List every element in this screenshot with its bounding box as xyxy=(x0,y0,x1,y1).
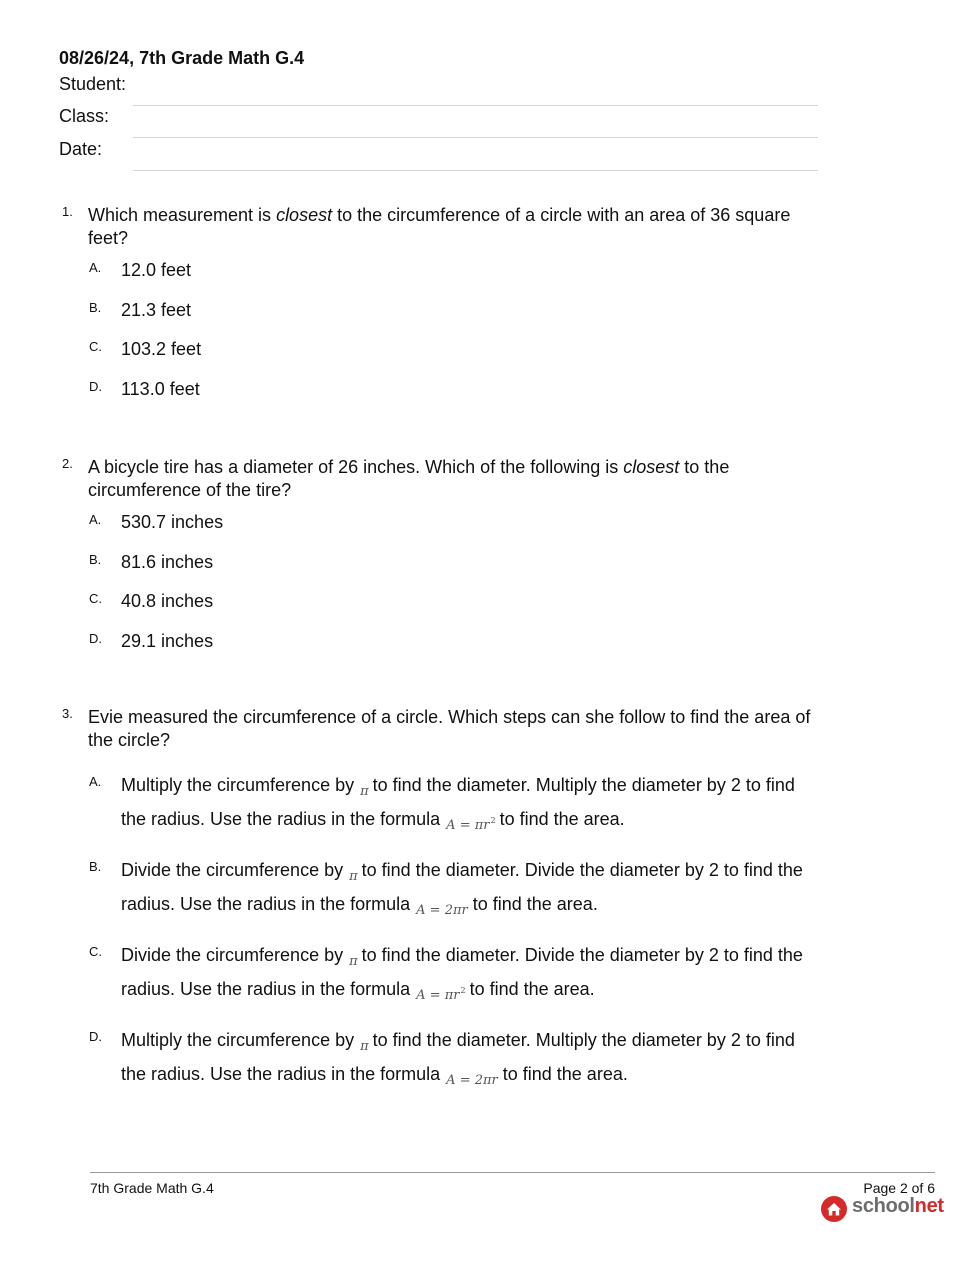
answer-choice xyxy=(89,378,820,401)
class-line xyxy=(133,137,818,138)
answer-choices xyxy=(89,511,820,653)
area-formula: A = 2πr xyxy=(446,1072,498,1088)
page-title: 08/26/24, 7th Grade Math G.4 xyxy=(59,48,305,68)
student-field xyxy=(59,74,818,106)
answer-choice xyxy=(89,338,820,361)
answer-choices xyxy=(89,772,820,1094)
student-label: Student: xyxy=(59,74,127,94)
choice-letter: C. xyxy=(89,339,102,354)
date-field xyxy=(59,139,818,171)
choice-letter: A. xyxy=(89,260,102,275)
choice-letter: B. xyxy=(89,859,102,874)
answer-choice: B. Divide the circumference by $_\pi$ to find the diameter. Divide the diameter by 2 to find the radius. Use the radius in the formula $_{A = 2\pi r}$ to find the area. xyxy=(89,857,820,924)
question-number: 3. xyxy=(62,706,73,721)
choice-letter: A. xyxy=(89,512,102,527)
question-3 xyxy=(60,706,820,1112)
question-2 xyxy=(60,456,820,669)
answer-choices xyxy=(89,259,820,401)
answer-choice xyxy=(89,630,820,653)
answer-choice: D. Multiply the circumference by $_\pi$ to find the diameter. Multiply the diameter by 2 to find the radius. Use the radius in the formula $_{A = 2\pi r}$ to find the area. xyxy=(89,1027,820,1094)
question-text: Evie measured the circumference of a circle. Which steps can she follow to find the area of the circle? xyxy=(88,707,811,750)
house-icon xyxy=(821,1196,847,1222)
class-field xyxy=(59,106,818,138)
choice-text: 21.3 feet xyxy=(121,299,192,320)
answer-choice xyxy=(89,259,820,282)
class-label: Class: xyxy=(59,106,110,126)
choice-letter: D. xyxy=(89,378,102,394)
pi-symbol: π xyxy=(349,869,358,884)
area-formula: A = 2πr xyxy=(416,902,468,918)
choice-letter: A. xyxy=(89,774,102,789)
choice-text: 40.8 inches xyxy=(121,591,214,611)
schoolnet-logo xyxy=(821,1195,944,1223)
choice-letter: B. xyxy=(89,299,102,315)
area-formula: A = πr2 xyxy=(416,985,466,1003)
choice-letter: C. xyxy=(89,591,102,606)
choice-text: 12.0 feet xyxy=(121,260,192,280)
choice-letter: D. xyxy=(89,630,102,646)
question-number: 2. xyxy=(62,456,73,471)
question-number: 1. xyxy=(62,204,73,219)
choice-letter: D. xyxy=(89,1029,102,1044)
date-line xyxy=(133,170,818,171)
area-formula: A = πr2 xyxy=(446,815,496,833)
answer-choice: A. Multiply the circumference by $_\pi$ to find the diameter. Multiply the diameter by 2 to find the radius. Use the radius in the formula $_{A = \pi r^2}$ to find the area. xyxy=(89,772,820,839)
choice-text: 81.6 inches xyxy=(121,551,214,572)
choice-text: 103.2 feet xyxy=(121,339,202,359)
answer-choice xyxy=(89,590,820,613)
answer-choice xyxy=(89,551,820,574)
footer-divider xyxy=(90,1172,935,1173)
choice-text: 29.1 inches xyxy=(121,630,214,651)
choice-letter: B. xyxy=(89,551,102,567)
footer-doc-title: 7th Grade Math G.4 xyxy=(90,1180,214,1196)
logo-wordmark: schoolnet xyxy=(852,1195,944,1217)
answer-choice xyxy=(89,511,820,534)
pi-symbol: π xyxy=(360,1039,369,1054)
question-text: A bicycle tire has a diameter of 26 inches. Which of the following is closest to the circumference of the tire? xyxy=(88,457,730,500)
pi-symbol: π xyxy=(360,784,369,799)
question-1 xyxy=(60,204,820,417)
answer-choice xyxy=(89,299,820,322)
page-number: Page 2 of 6 xyxy=(863,1180,935,1196)
date-label: Date: xyxy=(59,139,103,159)
choice-text: 530.7 inches xyxy=(121,512,224,532)
question-text: Which measurement is closest to the circumference of a circle with an area of 36 square feet? xyxy=(88,205,791,248)
pi-symbol: π xyxy=(349,954,358,969)
choice-letter: C. xyxy=(89,944,102,959)
choice-text: 113.0 feet xyxy=(121,378,200,399)
answer-choice: C. Divide the circumference by $_\pi$ to find the diameter. Divide the diameter by 2 to find the radius. Use the radius in the formula $_{A = \pi r^2}$ to find the area. xyxy=(89,942,820,1009)
